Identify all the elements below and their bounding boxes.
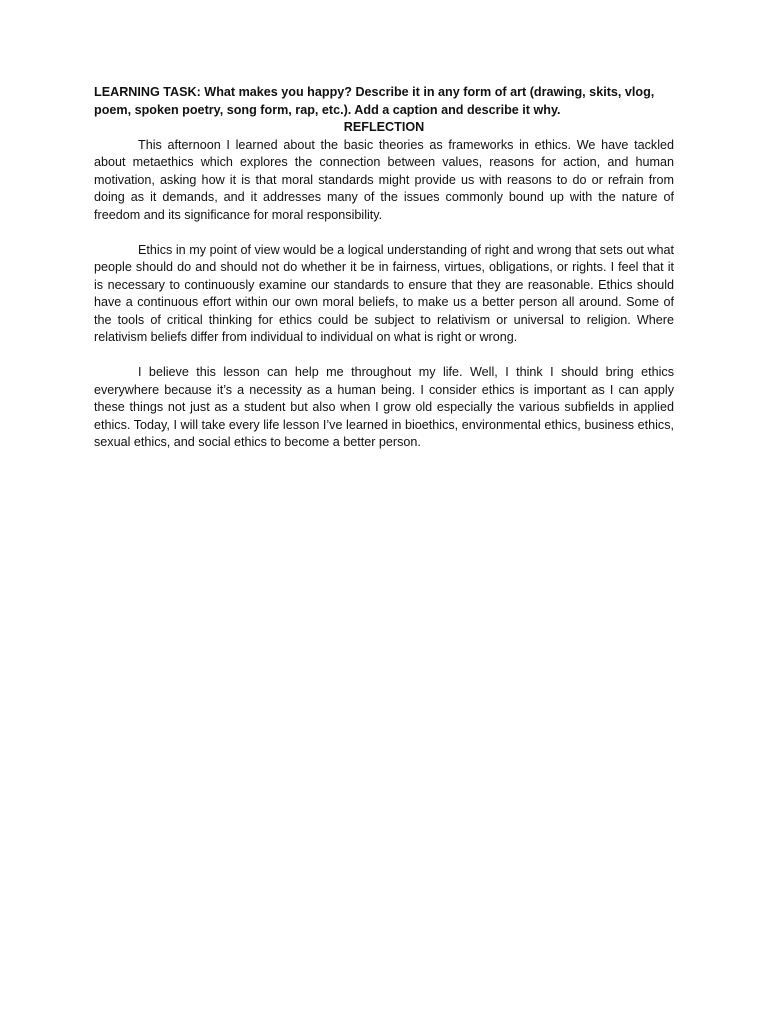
document-body — [94, 84, 674, 469]
paragraph-1: This afternoon I learned about the basic theories as frameworks in ethics. We have tackled about metaethics which explores the connection between values, reasons for action, and human motivation, asking how it is that moral standards might provide us with reasons to do or refrain from doing as it demands, and it addresses many of the issues commonly bound up with the nature of freedom and its significance for moral responsibility. — [94, 137, 674, 222]
learning-task-heading: LEARNING TASK: What makes you happy? Describe it in any form of art (drawing, skits, vlog, poem, spoken poetry, song form, rap, etc.). Add a caption and describe it why. — [94, 85, 655, 117]
paragraph-3: I believe this lesson can help me throughout my life. Well, I think I should bring ethics everywhere because it’s a necessity as a human being. I consider ethics is important as I can apply these things not just as a student but also when I grow old especially the various subfields in applied ethics. Today, I will take every life lesson I’ve learned in bioethics, environmental ethics, business ethics, sexual ethics, and social ethics to become a better person. — [94, 365, 674, 449]
paragraph-2: Ethics in my point of view would be a logical understanding of right and wrong that sets out what people should do and should not do whether it be in fairness, virtues, obligations, or rights. I feel that it is necessary to continuously examine our standards to ensure that they are reasonable. Ethics should have a continuous effort within our own moral beliefs, to make us a better person all around. Some of the tools of critical thinking for ethics could be subject to relativism or universal to religion. Where relativism beliefs differ from individual to individual on what is right or wrong. — [94, 242, 674, 344]
reflection-title: REFLECTION — [343, 120, 425, 134]
